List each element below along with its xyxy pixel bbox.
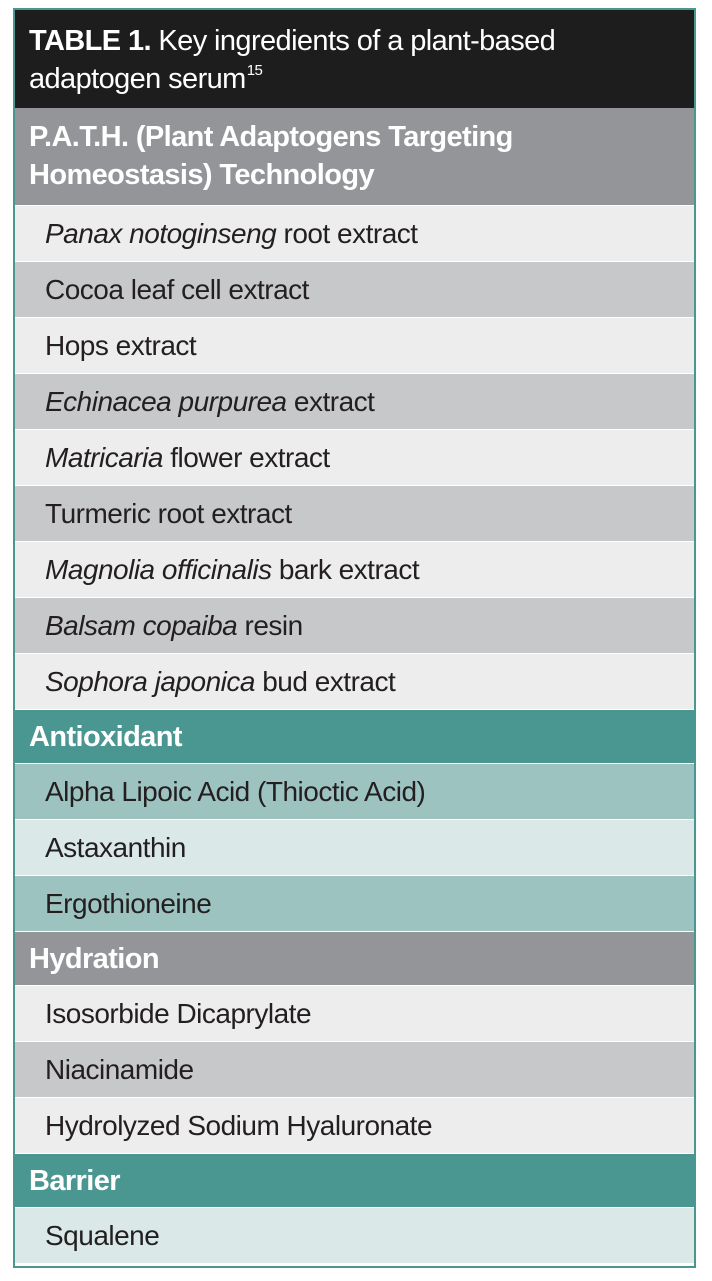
row-italic-text: Magnolia officinalis [45,554,272,585]
row-text: Astaxanthin [45,832,186,863]
row-italic-text: Balsam copaiba [45,610,238,641]
row-italic-text: Echinacea purpurea [45,386,287,417]
row-text: Niacinamide [45,1054,194,1085]
row-italic-text: Matricaria [45,442,163,473]
row-italic-text: Panax notoginseng [45,218,277,249]
table-row [15,876,694,932]
table-row [15,206,694,262]
section-header-antioxidant: Antioxidant [15,710,694,764]
table-row [15,486,694,542]
row-text: Cocoa leaf cell extract [45,274,309,305]
ingredients-table [13,8,696,1268]
table-row [15,374,694,430]
table-title-label: TABLE 1. [29,25,151,57]
row-text: Turmeric root extract [45,498,292,529]
table-row [15,764,694,820]
section-header-path-technology: P.A.T.H. (Plant Adaptogens Targeting Homeostasis) Technology [15,108,694,206]
row-text: resin [237,610,303,641]
table-row [15,430,694,486]
row-text: Isosorbide Dicaprylate [45,998,312,1029]
table-row [15,1042,694,1098]
row-text: extract [286,386,375,417]
table-row [15,262,694,318]
row-text: Squalene [45,1220,160,1251]
row-text: Ergothioneine [45,888,212,919]
row-text: flower extract [162,442,330,473]
row-text: bud extract [254,666,396,697]
table-row [15,654,694,710]
row-text: Hydrolyzed Sodium Hyaluronate [45,1110,433,1141]
table-row [15,1098,694,1154]
table-row [15,820,694,876]
row-text: Alpha Lipoic Acid (Thioctic Acid) [45,776,426,807]
table-row [15,542,694,598]
section-header-hydration: Hydration [15,932,694,986]
row-text: root extract [276,218,418,249]
table-row [15,318,694,374]
table-title-reference: 15 [246,62,263,79]
row-text: bark extract [271,554,420,585]
table-row [15,598,694,654]
table-title-text: Key ingredients of a plant-based adaptogen serum [29,25,556,95]
section-header-barrier: Barrier [15,1154,694,1208]
table-row [15,1208,694,1264]
row-text: Hops extract [45,330,197,361]
table-row [15,986,694,1042]
table-title [15,10,694,108]
row-italic-text: Sophora japonica [45,666,255,697]
